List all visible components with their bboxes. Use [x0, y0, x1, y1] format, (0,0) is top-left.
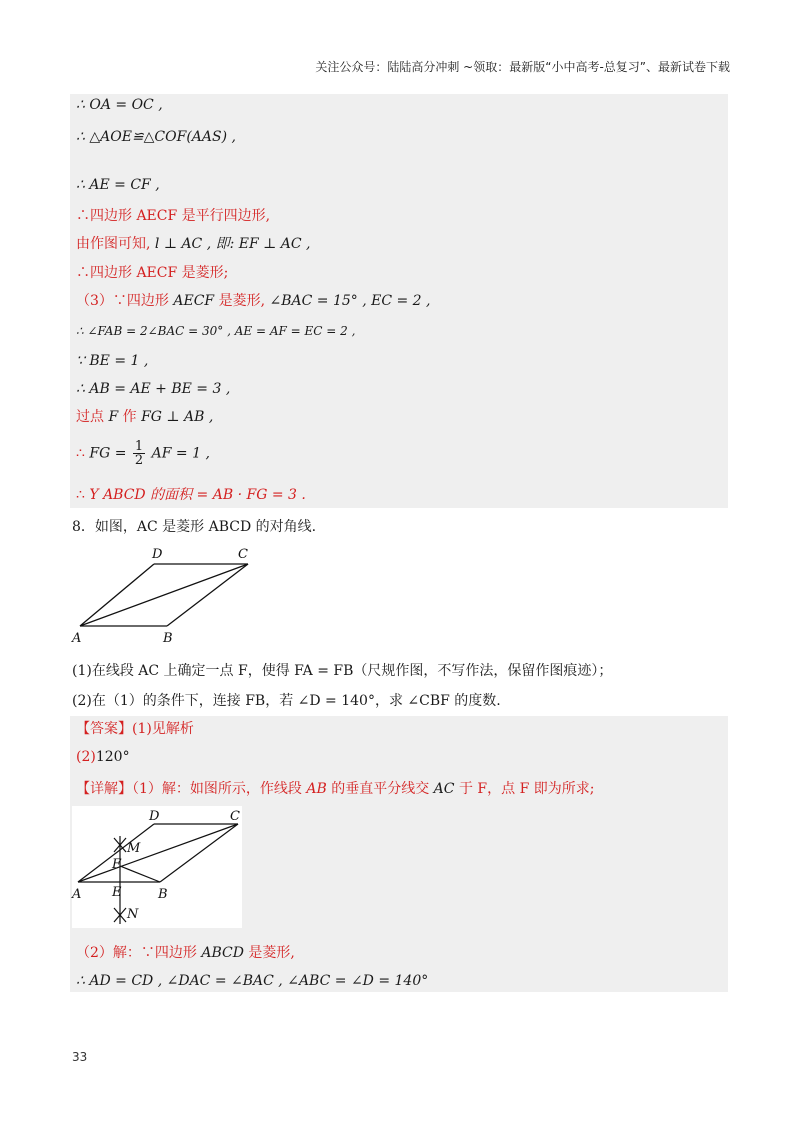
step-be: ∵ BE = 1 , [76, 353, 149, 369]
answer-tag: 【答案】 [76, 721, 132, 737]
answer-2-text: 120° [95, 749, 130, 765]
step-parallelogram: ∴四边形 AECF 是平行四边形, [76, 208, 271, 224]
part3-given: ∠BAC = 15° , EC = 2 , [265, 293, 431, 309]
area-therefore: ∴ [76, 487, 85, 503]
detail-text-a: （1）解：如图所示，作线段 [132, 781, 307, 797]
figure-construction [72, 806, 242, 928]
label-D: D [152, 547, 163, 562]
step-fg-value [76, 440, 210, 467]
part3-prefix: （3）∵四边形 [76, 293, 169, 309]
part2-prefix: （2）解：∵四边形 [76, 945, 197, 961]
label-A: A [72, 631, 82, 646]
step-ab: ∴ AB = AE + BE = 3 , [76, 381, 231, 397]
answer-line-1 [76, 720, 194, 738]
answer-1-text: (1)见解析 [132, 721, 194, 737]
step-perpendicular-math: l ⊥ AC , 即: EF ⊥ AC , [150, 236, 311, 252]
detail-line [76, 780, 594, 798]
step-part3 [76, 292, 431, 310]
label2-B: B [158, 887, 168, 902]
detail-ab: AB [306, 781, 327, 797]
question-8-stem: 8．如图，AC 是菱形 ABCD 的对角线. [72, 519, 317, 535]
page-header: 关注公众号：陆陆高分冲刺 ~领取：最新版“小中高考-总复习”、最新试卷下载 [315, 60, 730, 74]
page-number: 33 [72, 1050, 88, 1064]
draw-fg-math: FG ⊥ AB , [136, 409, 214, 425]
detail-ac: AC [433, 781, 455, 797]
answer-2-tag: (2) [76, 749, 96, 765]
step-ae-cf: ∴ AE = CF , [76, 177, 160, 193]
label2-C: C [230, 809, 240, 824]
fg-therefore: ∴ [76, 445, 85, 462]
step-perpendicular [76, 235, 311, 253]
fraction-one-half [133, 440, 145, 467]
detail-text-e: 于 F，点 F 即为所求; [454, 781, 595, 797]
part2-line-2: ∴ AD = CD , ∠DAC = ∠BAC , ∠ABC = ∠D = 140° [76, 973, 429, 989]
step-angle-fab: ∴ ∠FAB = 2∠BAC = 30° , AE = AF = EC = 2 , [76, 324, 356, 338]
step-rhombus: ∴四边形 AECF 是菱形; [76, 265, 229, 281]
detail-text-c: 的垂直平分线交 [326, 781, 434, 797]
fraction-denominator: 2 [134, 453, 144, 468]
step-area [76, 486, 306, 504]
part3-aecf: AECF [168, 293, 219, 309]
label-C: C [238, 547, 248, 562]
label2-F: F [112, 857, 122, 872]
detail-tag: 【详解】 [76, 781, 132, 797]
label2-E: E [112, 885, 122, 900]
draw-fg-prefix: 过点 [76, 409, 104, 425]
step-oa-oc: ∴ OA = OC , [76, 97, 163, 113]
draw-fg-verb: 作 [122, 409, 137, 425]
part2-is-rhombus: 是菱形, [248, 945, 295, 961]
part3-is-rhombus: 是菱形, [218, 293, 266, 309]
part2-abcd: ABCD [196, 945, 249, 961]
step-congruent: ∴ △AOE≌△COF(AAS) , [76, 129, 236, 145]
figure-rhombus [70, 546, 270, 646]
label2-A: A [72, 887, 82, 902]
part2-line-1 [76, 944, 295, 962]
fraction-numerator: 1 [134, 439, 144, 454]
label2-D: D [149, 809, 160, 824]
area-text: Y ABCD 的面积 = AB · FG = 3 . [84, 487, 306, 503]
step-draw-fg [76, 408, 213, 426]
answer-line-2 [76, 748, 130, 766]
step-perpendicular-prefix: 由作图可知, [76, 236, 151, 252]
fg-lhs: FG = [84, 445, 131, 462]
label2-N: N [127, 907, 139, 922]
fg-rhs: AF = 1 , [147, 445, 210, 462]
draw-fg-point: F [104, 409, 123, 425]
question-8-part1: (1)在线段 AC 上确定一点 F，使得 FA = FB（尺规作图，不写作法，保留作图痕迹）； [72, 663, 613, 679]
question-8-part2: (2)在（1）的条件下，连接 FB，若 ∠D = 140°，求 ∠CBF 的度数. [72, 693, 501, 709]
label2-M: M [127, 841, 141, 856]
label-B: B [163, 631, 173, 646]
